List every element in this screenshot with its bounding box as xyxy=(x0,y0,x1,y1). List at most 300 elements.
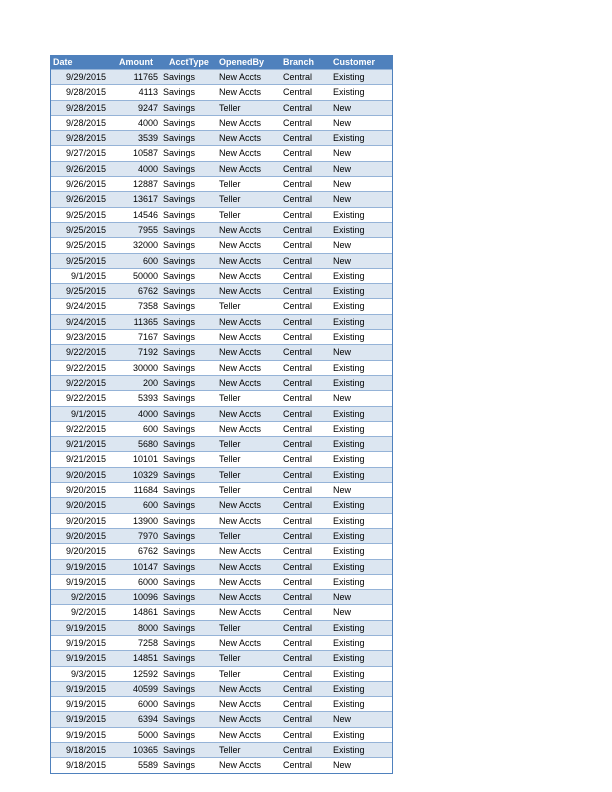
cell-date[interactable]: 9/20/2015 xyxy=(65,500,106,511)
cell-openedby[interactable]: New Accts xyxy=(219,546,262,557)
cell-amount[interactable]: 10096 xyxy=(132,592,158,603)
cell-openedby[interactable]: New Accts xyxy=(219,133,262,144)
cell-date[interactable]: 9/18/2015 xyxy=(65,745,106,756)
cell-amount[interactable]: 14851 xyxy=(132,653,158,664)
cell-openedby[interactable]: New Accts xyxy=(219,163,262,174)
cell-amount[interactable]: 10101 xyxy=(132,454,158,465)
cell-date[interactable]: 9/22/2015 xyxy=(65,423,106,434)
table-row xyxy=(51,207,392,222)
cell-amount[interactable]: 6000 xyxy=(137,699,158,710)
cell-date[interactable]: 9/19/2015 xyxy=(65,576,106,587)
table-row xyxy=(51,268,392,283)
cell-customer[interactable]: Existing xyxy=(333,653,365,664)
cell-openedby[interactable]: Teller xyxy=(219,179,241,190)
table-row xyxy=(51,651,392,666)
cell-customer[interactable]: New xyxy=(333,148,352,159)
cell-accttype[interactable]: Savings xyxy=(163,148,196,159)
cell-date[interactable]: 9/28/2015 xyxy=(65,117,106,128)
cell-branch[interactable]: Central xyxy=(283,393,313,404)
cell-amount[interactable]: 200 xyxy=(142,377,158,388)
cell-accttype[interactable]: Savings xyxy=(163,745,196,756)
cell-amount[interactable]: 14861 xyxy=(132,607,158,618)
cell-openedby[interactable]: New Accts xyxy=(219,561,262,572)
cell-amount[interactable]: 6000 xyxy=(137,576,158,587)
cell-accttype[interactable]: Savings xyxy=(163,377,196,388)
cell-branch[interactable]: Central xyxy=(283,163,313,174)
cell-date[interactable]: 9/19/2015 xyxy=(65,714,106,725)
cell-amount[interactable]: 11684 xyxy=(133,485,158,496)
cell-openedby[interactable]: New Accts xyxy=(219,286,262,297)
cell-accttype[interactable]: Savings xyxy=(163,500,196,511)
cell-branch[interactable]: Central xyxy=(283,546,313,557)
cell-branch[interactable]: Central xyxy=(283,485,313,496)
cell-openedby[interactable]: New Accts xyxy=(219,362,262,373)
cell-branch[interactable]: Central xyxy=(283,72,313,82)
cell-customer[interactable]: Existing xyxy=(333,668,365,679)
cell-amount[interactable]: 4000 xyxy=(137,408,158,419)
cell-amount[interactable]: 3539 xyxy=(137,133,158,144)
cell-accttype[interactable]: Savings xyxy=(163,576,196,587)
cell-accttype[interactable]: Savings xyxy=(163,133,196,144)
cell-accttype[interactable]: Savings xyxy=(163,515,196,526)
cell-date[interactable]: 9/22/2015 xyxy=(65,347,106,358)
cell-openedby[interactable]: Teller xyxy=(219,301,241,312)
cell-date[interactable]: 9/22/2015 xyxy=(65,377,106,388)
cell-accttype[interactable]: Savings xyxy=(163,485,196,496)
cell-date[interactable]: 9/20/2015 xyxy=(65,530,106,541)
cell-customer[interactable]: Existing xyxy=(333,224,365,235)
cell-date[interactable]: 9/21/2015 xyxy=(65,439,106,450)
cell-accttype[interactable]: Savings xyxy=(163,546,196,557)
cell-openedby[interactable]: Teller xyxy=(219,393,241,404)
cell-customer[interactable]: Existing xyxy=(333,377,365,388)
cell-openedby[interactable]: New Accts xyxy=(219,377,262,388)
cell-customer[interactable]: Existing xyxy=(333,408,365,419)
cell-accttype[interactable]: Savings xyxy=(163,607,196,618)
cell-branch[interactable]: Central xyxy=(283,102,313,113)
cell-branch[interactable]: Central xyxy=(283,637,313,648)
cell-amount[interactable]: 4000 xyxy=(137,163,158,174)
cell-accttype[interactable]: Savings xyxy=(163,683,196,694)
cell-openedby[interactable]: New Accts xyxy=(219,408,262,419)
cell-branch[interactable]: Central xyxy=(283,683,313,694)
cell-openedby[interactable]: Teller xyxy=(219,530,241,541)
cell-accttype[interactable]: Savings xyxy=(163,653,196,664)
cell-customer[interactable]: Existing xyxy=(333,332,365,343)
cell-openedby[interactable]: Teller xyxy=(219,194,241,205)
cell-accttype[interactable]: Savings xyxy=(163,117,196,128)
deposits-table xyxy=(51,56,392,773)
cell-accttype[interactable]: Savings xyxy=(163,102,196,113)
column-header-customer[interactable]: Customer xyxy=(331,56,392,70)
cell-date[interactable]: 9/19/2015 xyxy=(65,653,106,664)
column-header-date[interactable]: Date xyxy=(51,56,109,70)
cell-accttype[interactable]: Savings xyxy=(163,72,196,82)
cell-branch[interactable]: Central xyxy=(283,224,313,235)
cell-date[interactable]: 9/20/2015 xyxy=(65,469,106,480)
cell-accttype[interactable]: Savings xyxy=(163,224,196,235)
cell-customer[interactable]: New xyxy=(333,592,352,603)
cell-amount[interactable]: 12592 xyxy=(132,668,158,679)
cell-date[interactable]: 9/19/2015 xyxy=(65,683,106,694)
cell-branch[interactable]: Central xyxy=(283,530,313,541)
table-row xyxy=(51,391,392,406)
cell-branch[interactable]: Central xyxy=(283,240,313,251)
cell-amount[interactable]: 6762 xyxy=(137,286,158,297)
cell-customer[interactable]: Existing xyxy=(333,729,365,740)
cell-customer[interactable]: New xyxy=(333,714,352,725)
cell-customer[interactable]: New xyxy=(333,485,352,496)
cell-date[interactable]: 9/1/2015 xyxy=(70,270,106,281)
cell-customer[interactable]: New xyxy=(333,255,352,266)
cell-openedby[interactable]: Teller xyxy=(219,454,241,465)
cell-customer[interactable]: New xyxy=(333,240,352,251)
cell-branch[interactable]: Central xyxy=(283,592,313,603)
cell-branch[interactable]: Central xyxy=(283,179,313,190)
cell-branch[interactable]: Central xyxy=(283,408,313,419)
table-row xyxy=(51,299,392,314)
table-row xyxy=(51,406,392,421)
table-row xyxy=(51,452,392,467)
cell-date[interactable]: 9/1/2015 xyxy=(70,408,106,419)
cell-date[interactable]: 9/2/2015 xyxy=(70,592,106,603)
cell-accttype[interactable]: Savings xyxy=(163,561,196,572)
cell-branch[interactable]: Central xyxy=(283,117,313,128)
cell-customer[interactable]: Existing xyxy=(333,561,365,572)
cell-date[interactable]: 9/2/2015 xyxy=(70,607,106,618)
cell-date[interactable]: 9/25/2015 xyxy=(65,286,106,297)
cell-accttype[interactable]: Savings xyxy=(163,637,196,648)
cell-branch[interactable]: Central xyxy=(283,87,313,98)
cell-openedby[interactable]: New Accts xyxy=(219,699,262,710)
table-row xyxy=(51,253,392,268)
cell-branch[interactable]: Central xyxy=(283,622,313,633)
cell-openedby[interactable]: Teller xyxy=(219,653,241,664)
cell-accttype[interactable]: Savings xyxy=(163,622,196,633)
cell-accttype[interactable]: Savings xyxy=(163,408,196,419)
cell-accttype[interactable]: Savings xyxy=(163,87,196,98)
cell-customer[interactable]: New xyxy=(333,194,352,205)
cell-openedby[interactable]: Teller xyxy=(219,485,241,496)
cell-branch[interactable]: Central xyxy=(283,316,313,327)
cell-date[interactable]: 9/20/2015 xyxy=(65,515,106,526)
cell-date[interactable]: 9/22/2015 xyxy=(65,393,106,404)
cell-customer[interactable]: Existing xyxy=(333,270,365,281)
cell-amount[interactable]: 7358 xyxy=(137,301,158,312)
cell-date[interactable]: 9/24/2015 xyxy=(65,316,106,327)
cell-openedby[interactable]: New Accts xyxy=(219,240,262,251)
cell-branch[interactable]: Central xyxy=(283,515,313,526)
cell-amount[interactable]: 4113 xyxy=(138,87,158,98)
cell-branch[interactable]: Central xyxy=(283,377,313,388)
cell-openedby[interactable]: New Accts xyxy=(219,576,262,587)
cell-amount[interactable]: 5393 xyxy=(137,393,158,404)
cell-amount[interactable]: 5000 xyxy=(137,729,158,740)
table-row xyxy=(51,483,392,498)
cell-openedby[interactable]: Teller xyxy=(219,745,241,756)
cell-accttype[interactable]: Savings xyxy=(163,163,196,174)
cell-branch[interactable]: Central xyxy=(283,362,313,373)
cell-accttype[interactable]: Savings xyxy=(163,347,196,358)
cell-openedby[interactable]: New Accts xyxy=(219,592,262,603)
cell-openedby[interactable]: New Accts xyxy=(219,683,262,694)
cell-branch[interactable]: Central xyxy=(283,729,313,740)
cell-openedby[interactable]: New Accts xyxy=(219,729,262,740)
cell-branch[interactable]: Central xyxy=(283,745,313,756)
cell-accttype[interactable]: Savings xyxy=(163,209,196,220)
cell-branch[interactable]: Central xyxy=(283,332,313,343)
column-header-openedby[interactable]: OpenedBy xyxy=(217,56,281,70)
cell-amount[interactable]: 10329 xyxy=(132,469,158,480)
cell-openedby[interactable]: New Accts xyxy=(219,148,262,159)
cell-branch[interactable]: Central xyxy=(283,270,313,281)
cell-date[interactable]: 9/19/2015 xyxy=(65,699,106,710)
cell-accttype[interactable]: Savings xyxy=(163,393,196,404)
cell-openedby[interactable]: Teller xyxy=(219,622,241,633)
cell-date[interactable]: 9/28/2015 xyxy=(65,87,106,98)
column-header-accttype[interactable]: AcctType xyxy=(161,56,217,70)
cell-amount[interactable]: 600 xyxy=(142,255,158,266)
cell-amount[interactable]: 8000 xyxy=(137,622,158,633)
cell-accttype[interactable]: Savings xyxy=(163,423,196,434)
cell-customer[interactable]: New xyxy=(333,607,352,618)
cell-openedby[interactable]: New Accts xyxy=(219,607,262,618)
cell-openedby[interactable]: Teller xyxy=(219,439,241,450)
cell-amount[interactable]: 5680 xyxy=(137,439,158,450)
cell-date[interactable]: 9/19/2015 xyxy=(65,729,106,740)
cell-amount[interactable]: 10147 xyxy=(132,561,158,572)
cell-openedby[interactable]: New Accts xyxy=(219,332,262,343)
cell-customer[interactable]: Existing xyxy=(333,286,365,297)
cell-accttype[interactable]: Savings xyxy=(163,179,196,190)
cell-amount[interactable]: 13617 xyxy=(132,194,158,205)
cell-amount[interactable]: 7192 xyxy=(137,347,158,358)
cell-customer[interactable]: Existing xyxy=(333,362,365,373)
cell-openedby[interactable]: New Accts xyxy=(219,316,262,327)
cell-accttype[interactable]: Savings xyxy=(163,699,196,710)
cell-accttype[interactable]: Savings xyxy=(163,286,196,297)
cell-date[interactable]: 9/21/2015 xyxy=(65,454,106,465)
cell-branch[interactable]: Central xyxy=(283,714,313,725)
cell-customer[interactable]: Existing xyxy=(333,133,365,144)
cell-accttype[interactable]: Savings xyxy=(163,714,196,725)
cell-customer[interactable]: New xyxy=(333,179,352,190)
cell-openedby[interactable]: New Accts xyxy=(219,423,262,434)
cell-date[interactable]: 9/25/2015 xyxy=(65,255,106,266)
cell-customer[interactable]: Existing xyxy=(333,699,365,710)
cell-customer[interactable]: Existing xyxy=(333,72,365,82)
cell-openedby[interactable]: New Accts xyxy=(219,500,262,511)
cell-accttype[interactable]: Savings xyxy=(163,362,196,373)
cell-accttype[interactable]: Savings xyxy=(163,668,196,679)
cell-amount[interactable]: 600 xyxy=(142,423,158,434)
cell-accttype[interactable]: Savings xyxy=(163,454,196,465)
cell-accttype[interactable]: Savings xyxy=(163,240,196,251)
cell-openedby[interactable]: New Accts xyxy=(219,637,262,648)
cell-customer[interactable]: New xyxy=(333,393,352,404)
cell-accttype[interactable]: Savings xyxy=(163,316,196,327)
cell-date[interactable]: 9/3/2015 xyxy=(70,668,106,679)
cell-amount[interactable]: 11365 xyxy=(133,316,158,327)
cell-branch[interactable]: Central xyxy=(283,469,313,480)
table-row xyxy=(51,192,392,207)
cell-branch[interactable]: Central xyxy=(283,576,313,587)
cell-openedby[interactable]: New Accts xyxy=(219,117,262,128)
cell-openedby[interactable]: Teller xyxy=(219,668,241,679)
cell-amount[interactable]: 7955 xyxy=(137,224,158,235)
cell-customer[interactable]: Existing xyxy=(333,530,365,541)
cell-date[interactable]: 9/28/2015 xyxy=(65,102,106,113)
cell-openedby[interactable]: New Accts xyxy=(219,515,262,526)
cell-customer[interactable]: Existing xyxy=(333,546,365,557)
cell-accttype[interactable]: Savings xyxy=(163,439,196,450)
cell-accttype[interactable]: Savings xyxy=(163,194,196,205)
cell-amount[interactable]: 9247 xyxy=(137,102,158,113)
cell-customer[interactable]: New xyxy=(333,117,352,128)
cell-accttype[interactable]: Savings xyxy=(163,760,196,771)
cell-date[interactable]: 9/25/2015 xyxy=(65,224,106,235)
cell-customer[interactable]: New xyxy=(333,760,352,771)
cell-amount[interactable]: 7167 xyxy=(137,332,158,343)
table-row xyxy=(51,513,392,528)
table-row xyxy=(51,635,392,650)
cell-date[interactable]: 9/29/2015 xyxy=(65,72,106,82)
cell-openedby[interactable]: New Accts xyxy=(219,224,262,235)
cell-amount[interactable]: 4000 xyxy=(137,117,158,128)
cell-branch[interactable]: Central xyxy=(283,699,313,710)
cell-date[interactable]: 9/19/2015 xyxy=(65,622,106,633)
cell-amount[interactable]: 6762 xyxy=(137,546,158,557)
cell-customer[interactable]: Existing xyxy=(333,469,365,480)
cell-branch[interactable]: Central xyxy=(283,668,313,679)
cell-branch[interactable]: Central xyxy=(283,133,313,144)
cell-amount[interactable]: 14546 xyxy=(132,209,158,220)
cell-date[interactable]: 9/18/2015 xyxy=(65,760,106,771)
cell-branch[interactable]: Central xyxy=(283,301,313,312)
cell-accttype[interactable]: Savings xyxy=(163,332,196,343)
cell-amount[interactable]: 50000 xyxy=(132,270,158,281)
cell-branch[interactable]: Central xyxy=(283,760,313,771)
cell-amount[interactable]: 11765 xyxy=(133,72,158,82)
cell-date[interactable]: 9/23/2015 xyxy=(65,332,106,343)
cell-accttype[interactable]: Savings xyxy=(163,270,196,281)
cell-date[interactable]: 9/22/2015 xyxy=(65,362,106,373)
cell-openedby[interactable]: New Accts xyxy=(219,347,262,358)
cell-date[interactable]: 9/25/2015 xyxy=(65,209,106,220)
cell-accttype[interactable]: Savings xyxy=(163,301,196,312)
cell-branch[interactable]: Central xyxy=(283,500,313,511)
cell-customer[interactable]: Existing xyxy=(333,439,365,450)
column-header-amount[interactable]: Amount xyxy=(109,56,161,70)
table-row xyxy=(51,605,392,620)
cell-amount[interactable]: 32000 xyxy=(132,240,158,251)
cell-customer[interactable]: Existing xyxy=(333,745,365,756)
table-row xyxy=(51,330,392,345)
cell-openedby[interactable]: New Accts xyxy=(219,255,262,266)
cell-branch[interactable]: Central xyxy=(283,653,313,664)
cell-branch[interactable]: Central xyxy=(283,148,313,159)
cell-amount[interactable]: 10365 xyxy=(132,745,158,756)
cell-date[interactable]: 9/26/2015 xyxy=(65,194,106,205)
cell-amount[interactable]: 12887 xyxy=(132,179,158,190)
cell-accttype[interactable]: Savings xyxy=(163,729,196,740)
cell-date[interactable]: 9/25/2015 xyxy=(65,240,106,251)
cell-amount[interactable]: 13900 xyxy=(132,515,158,526)
cell-date[interactable]: 9/26/2015 xyxy=(65,163,106,174)
cell-amount[interactable]: 7258 xyxy=(137,637,158,648)
cell-customer[interactable]: Existing xyxy=(333,576,365,587)
cell-date[interactable]: 9/20/2015 xyxy=(65,485,106,496)
cell-customer[interactable]: Existing xyxy=(333,301,365,312)
cell-customer[interactable]: Existing xyxy=(333,209,365,220)
table-body xyxy=(51,70,392,773)
cell-amount[interactable]: 10587 xyxy=(132,148,158,159)
cell-openedby[interactable]: Teller xyxy=(219,209,241,220)
cell-branch[interactable]: Central xyxy=(283,561,313,572)
cell-customer[interactable]: Existing xyxy=(333,683,365,694)
cell-date[interactable]: 9/27/2015 xyxy=(65,148,106,159)
cell-amount[interactable]: 40599 xyxy=(132,683,158,694)
cell-openedby[interactable]: New Accts xyxy=(219,760,262,771)
cell-customer[interactable]: Existing xyxy=(333,87,365,98)
cell-branch[interactable]: Central xyxy=(283,255,313,266)
cell-branch[interactable]: Central xyxy=(283,194,313,205)
cell-openedby[interactable]: Teller xyxy=(219,102,241,113)
cell-branch[interactable]: Central xyxy=(283,607,313,618)
column-header-branch[interactable]: Branch xyxy=(281,56,331,70)
cell-customer[interactable]: Existing xyxy=(333,500,365,511)
cell-branch[interactable]: Central xyxy=(283,286,313,297)
cell-date[interactable]: 9/26/2015 xyxy=(65,179,106,190)
cell-date[interactable]: 9/19/2015 xyxy=(65,561,106,572)
cell-branch[interactable]: Central xyxy=(283,454,313,465)
cell-customer[interactable]: Existing xyxy=(333,637,365,648)
cell-accttype[interactable]: Savings xyxy=(163,530,196,541)
cell-openedby[interactable]: New Accts xyxy=(219,270,262,281)
cell-branch[interactable]: Central xyxy=(283,347,313,358)
cell-customer[interactable]: Existing xyxy=(333,515,365,526)
cell-customer[interactable]: New xyxy=(333,347,352,358)
cell-accttype[interactable]: Savings xyxy=(163,469,196,480)
cell-customer[interactable]: Existing xyxy=(333,622,365,633)
cell-accttype[interactable]: Savings xyxy=(163,255,196,266)
cell-customer[interactable]: Existing xyxy=(333,316,365,327)
cell-customer[interactable]: Existing xyxy=(333,423,365,434)
cell-branch[interactable]: Central xyxy=(283,209,313,220)
table-row xyxy=(51,146,392,161)
cell-date[interactable]: 9/19/2015 xyxy=(65,637,106,648)
cell-customer[interactable]: New xyxy=(333,163,352,174)
cell-date[interactable]: 9/24/2015 xyxy=(65,301,106,312)
cell-branch[interactable]: Central xyxy=(283,423,313,434)
cell-amount[interactable]: 600 xyxy=(142,500,158,511)
cell-accttype[interactable]: Savings xyxy=(163,592,196,603)
cell-customer[interactable]: Existing xyxy=(333,454,365,465)
cell-openedby[interactable]: New Accts xyxy=(219,72,262,82)
cell-openedby[interactable]: New Accts xyxy=(219,714,262,725)
cell-customer[interactable]: New xyxy=(333,102,352,113)
cell-date[interactable]: 9/28/2015 xyxy=(65,133,106,144)
cell-amount[interactable]: 7970 xyxy=(137,530,158,541)
cell-date[interactable]: 9/20/2015 xyxy=(65,546,106,557)
cell-amount[interactable]: 6394 xyxy=(137,714,158,725)
cell-openedby[interactable]: New Accts xyxy=(219,87,262,98)
cell-amount[interactable]: 30000 xyxy=(132,362,158,373)
table-row xyxy=(51,222,392,237)
cell-openedby[interactable]: Teller xyxy=(219,469,241,480)
cell-branch[interactable]: Central xyxy=(283,439,313,450)
cell-amount[interactable]: 5589 xyxy=(137,760,158,771)
